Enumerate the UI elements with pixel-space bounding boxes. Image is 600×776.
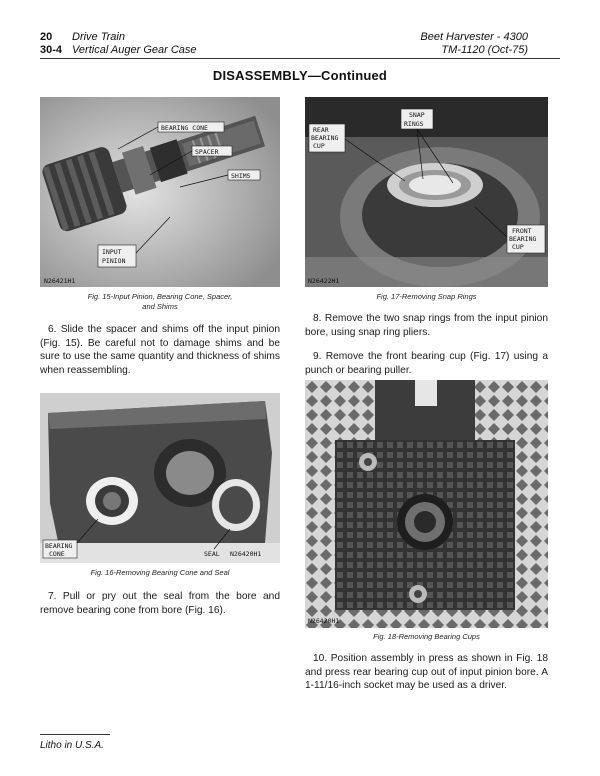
figure-17-negative: N26422H1 [308, 277, 340, 285]
figure-17-photo [305, 97, 548, 287]
figure-15-caption-text: Fig. 15-Input Pinion, Bearing Cone, Spacer, and Shims [87, 292, 233, 311]
label-rear-bearing: BEARING [311, 134, 339, 142]
figure-16-negative: N26420H1 [230, 550, 262, 558]
label-front: FRONT [512, 227, 532, 235]
label-rear: REAR [313, 126, 329, 134]
page-number: 20 [40, 31, 53, 43]
paragraph-7: 7. Pull or pry out the seal from the bore and remove bearing cone from bore (Fig. 16). [40, 591, 280, 616]
paragraph-6: 6. Slide the spacer and shims off the input pinion (Fig. 15). Be careful not to damage shims and be sure to use the same quantity and thickness of shims when reassembling. [40, 324, 280, 376]
paragraph-10: 10. Position assembly in press as shown in Fig. 18 and press rear bearing cup out of input pinion bore. A 1-11/16-inch socket may be used as a driver. [305, 653, 548, 692]
label-rings: RINGS [404, 120, 424, 128]
figure-18-caption [305, 632, 548, 642]
label-seal: SEAL [204, 550, 220, 558]
label-spacer: SPACER [195, 148, 219, 156]
section-title: Vertical Auger Gear Case [72, 44, 197, 56]
label-front-cup: CUP [512, 243, 524, 251]
figure-18-caption-text: Fig. 18-Removing Bearing Cups [373, 632, 480, 641]
figure-15-negative: N26421H1 [44, 277, 76, 285]
label-shims: SHIMS [231, 172, 251, 180]
figure-17-caption-text: Fig. 17-Removing Snap Rings [376, 292, 477, 301]
header-divider [40, 58, 560, 59]
label-pinion: PINION [102, 257, 126, 265]
figure-15-caption [40, 292, 280, 312]
label-input: INPUT [102, 248, 122, 256]
label-bearing: BEARING [45, 542, 73, 550]
section-number: 30-4 [40, 44, 63, 56]
figure-16-caption [40, 568, 280, 578]
page-title: DISASSEMBLY—Continued [212, 68, 388, 83]
label-rear-cup: CUP [313, 142, 325, 150]
label-bearing-cone: BEARING CONE [161, 124, 208, 132]
figure-15-photo [40, 97, 280, 287]
manual-number: TM-1120 (Oct-75) [441, 44, 528, 56]
label-snap: SNAP [409, 111, 425, 119]
page-header-right [420, 31, 528, 57]
figure-18-photo [305, 380, 548, 628]
label-front-bearing: BEARING [509, 235, 537, 243]
figure-17-caption [305, 292, 548, 302]
footer-divider [40, 734, 110, 735]
figure-16-caption-text: Fig. 16-Removing Bearing Cone and Seal [90, 568, 230, 577]
paragraph-9: 9. Remove the front bearing cup (Fig. 17) using a punch or bearing puller. [305, 351, 548, 376]
manual-title: Beet Harvester - 4300 [420, 31, 528, 43]
page-header-left [40, 31, 197, 57]
figure-18-negative: N26420H1 [308, 617, 340, 625]
label-cone: CONE [49, 550, 65, 558]
paragraph-8: 8. Remove the two snap rings from the input pinion bore, using snap ring pliers. [305, 313, 548, 338]
chapter-title: Drive Train [72, 31, 125, 43]
footer-litho: Litho in U.S.A. [40, 740, 104, 751]
figure-16-photo [40, 393, 280, 563]
